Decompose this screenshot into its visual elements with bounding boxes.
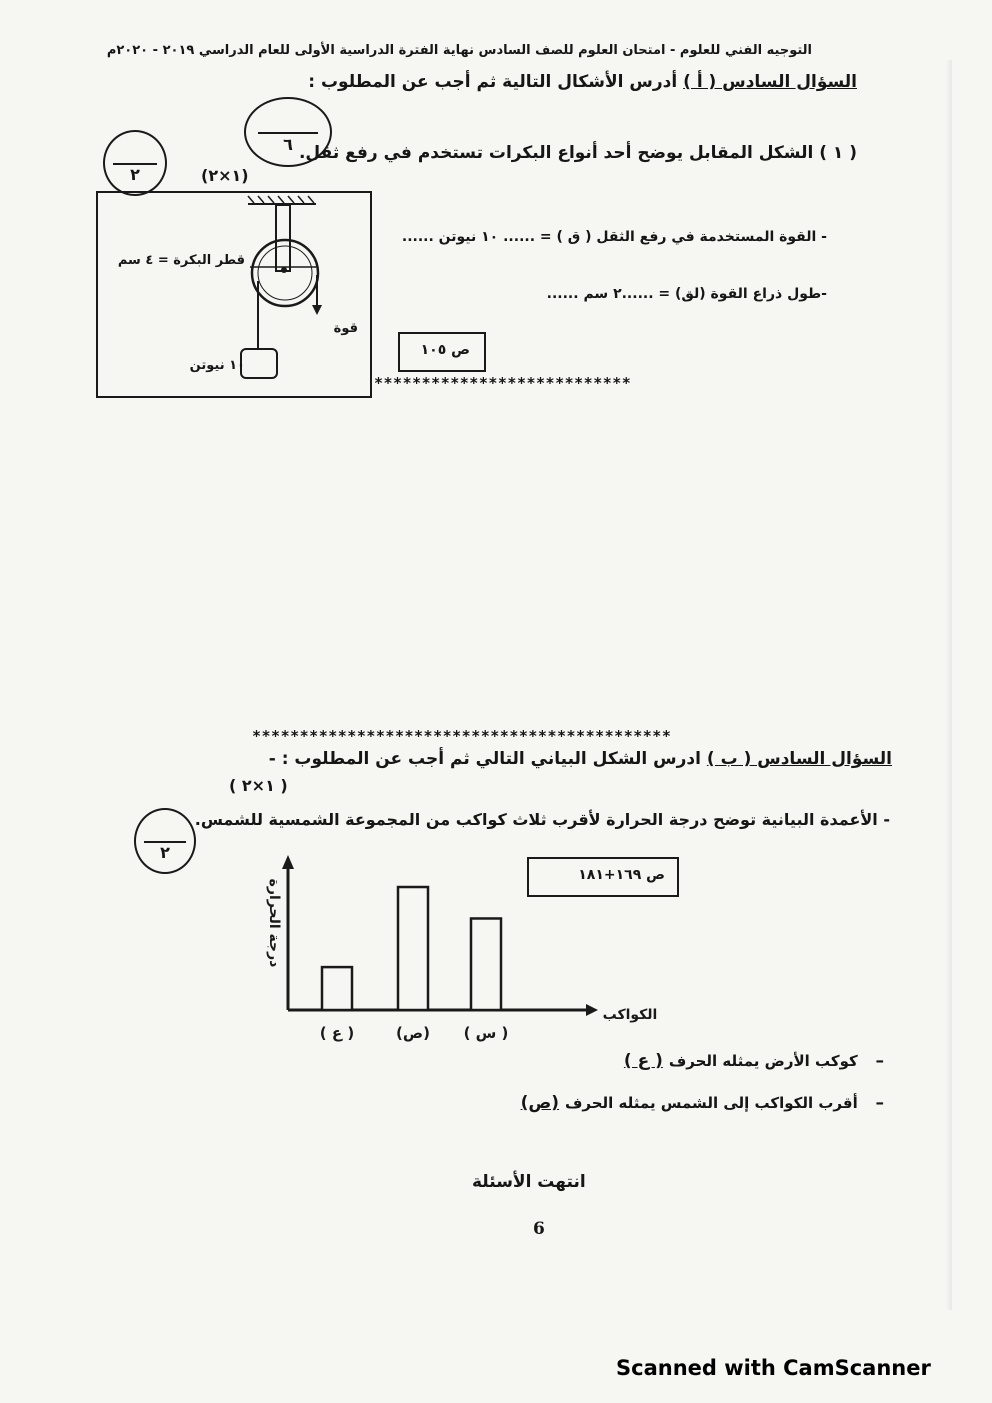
x-axis-arrow (586, 1004, 598, 1016)
chart-bar-1 (322, 967, 352, 1010)
scan-edge-shadow (946, 60, 952, 1310)
camscanner-watermark: Scanned with CamScanner (616, 1356, 931, 1380)
header-line: التوجيه الفني للعلوم - امتحان العلوم للصف السادس نهاية الفترة الدراسية الأولى للعام الدراسي ٢٠١٩ - ٢٠٢٠م (106, 43, 812, 58)
y-axis-arrow (282, 855, 294, 869)
page-number: 6 (533, 1219, 545, 1239)
part-a-score: ٢ (130, 165, 140, 184)
answer-earth-letter: ( ع ) (623, 1051, 663, 1071)
chart-category-label-2: (ص) (396, 1024, 430, 1042)
chart-xlabel: الكواكب (602, 1007, 658, 1023)
section-a-title (308, 72, 857, 92)
answer-force: - القوة المستخدمة في رفع الثقل ( ق ) = ...... ١٠ نيوتن ...... (401, 229, 827, 245)
temperature-bar-chart (240, 853, 660, 1053)
weight-label: ١٠ نيوتن (189, 358, 245, 373)
section-b-title-prefix: السؤال السادس ( ب ) (706, 749, 892, 769)
end-of-questions: انتهت الأسئلة (472, 1172, 586, 1192)
force-arrow (312, 305, 322, 315)
section-b-intro: - الأعمدة البيانية توضح درجة الحرارة لأقرب ثلاث كواكب من المجموعة الشمسية للشمس. (194, 810, 890, 829)
pulley-diameter-label: قطر البكرة = ٤ سم (117, 253, 245, 268)
total-score: ٦ (283, 135, 293, 154)
answer-earth-text: كوكب الأرض يمثله الحرف (668, 1052, 858, 1070)
dash: – (875, 1093, 884, 1113)
load-weight (241, 349, 277, 378)
pulley-bracket (276, 205, 290, 271)
pulley-figure-frame (96, 191, 372, 398)
chart-category-label-3: ( س ) (463, 1024, 509, 1042)
answer-closest-letter: (ص) (520, 1093, 560, 1113)
answer-earth (624, 1051, 884, 1071)
section-b-title-rest: ادرس الشكل البياني التالي ثم أجب عن المطلوب : - (268, 749, 701, 769)
answer-closest (521, 1093, 884, 1113)
separator-stars-b: ******************************************** (252, 727, 672, 745)
page-ref-box-a (398, 332, 486, 372)
answer-lever-arm: -طول ذراع القوة (لق) = ......٢ سم ...... (546, 286, 827, 302)
dash: – (875, 1051, 884, 1071)
answer-closest-text: أقرب الكواكب إلى الشمس يمثله الحرف (564, 1094, 858, 1112)
section-b-title (269, 749, 892, 769)
part-b-score: ٢ (160, 843, 170, 862)
page-ref-b: ص ١٦٩+١٨١ (578, 867, 665, 883)
part-a-score-circle (103, 130, 167, 196)
part-b-score-circle (134, 808, 196, 874)
chart-bar-3 (471, 918, 501, 1010)
chart-category-label-1: ( ع ) (319, 1024, 355, 1042)
chart-ylabel: درجة الحرارة (266, 878, 282, 968)
section-a-title-rest: أدرس الأشكال التالية ثم أجب عن المطلوب : (308, 72, 678, 92)
section-b-marks: ( ١×٢ ) (229, 776, 288, 795)
section-a-title-prefix: السؤال السادس ( أ ) (683, 72, 857, 92)
separator-stars-a: *************************** (374, 374, 632, 392)
chart-bar-2 (398, 887, 428, 1010)
section-a-marks: (١×٢) (201, 166, 249, 185)
force-label: قوة (333, 321, 358, 336)
question-1: ( ١ ) الشكل المقابل يوضح أحد أنواع البكرات تستخدم في رفع ثقل. (298, 143, 857, 163)
page-ref-a: ص ١٠٥ (420, 342, 470, 358)
